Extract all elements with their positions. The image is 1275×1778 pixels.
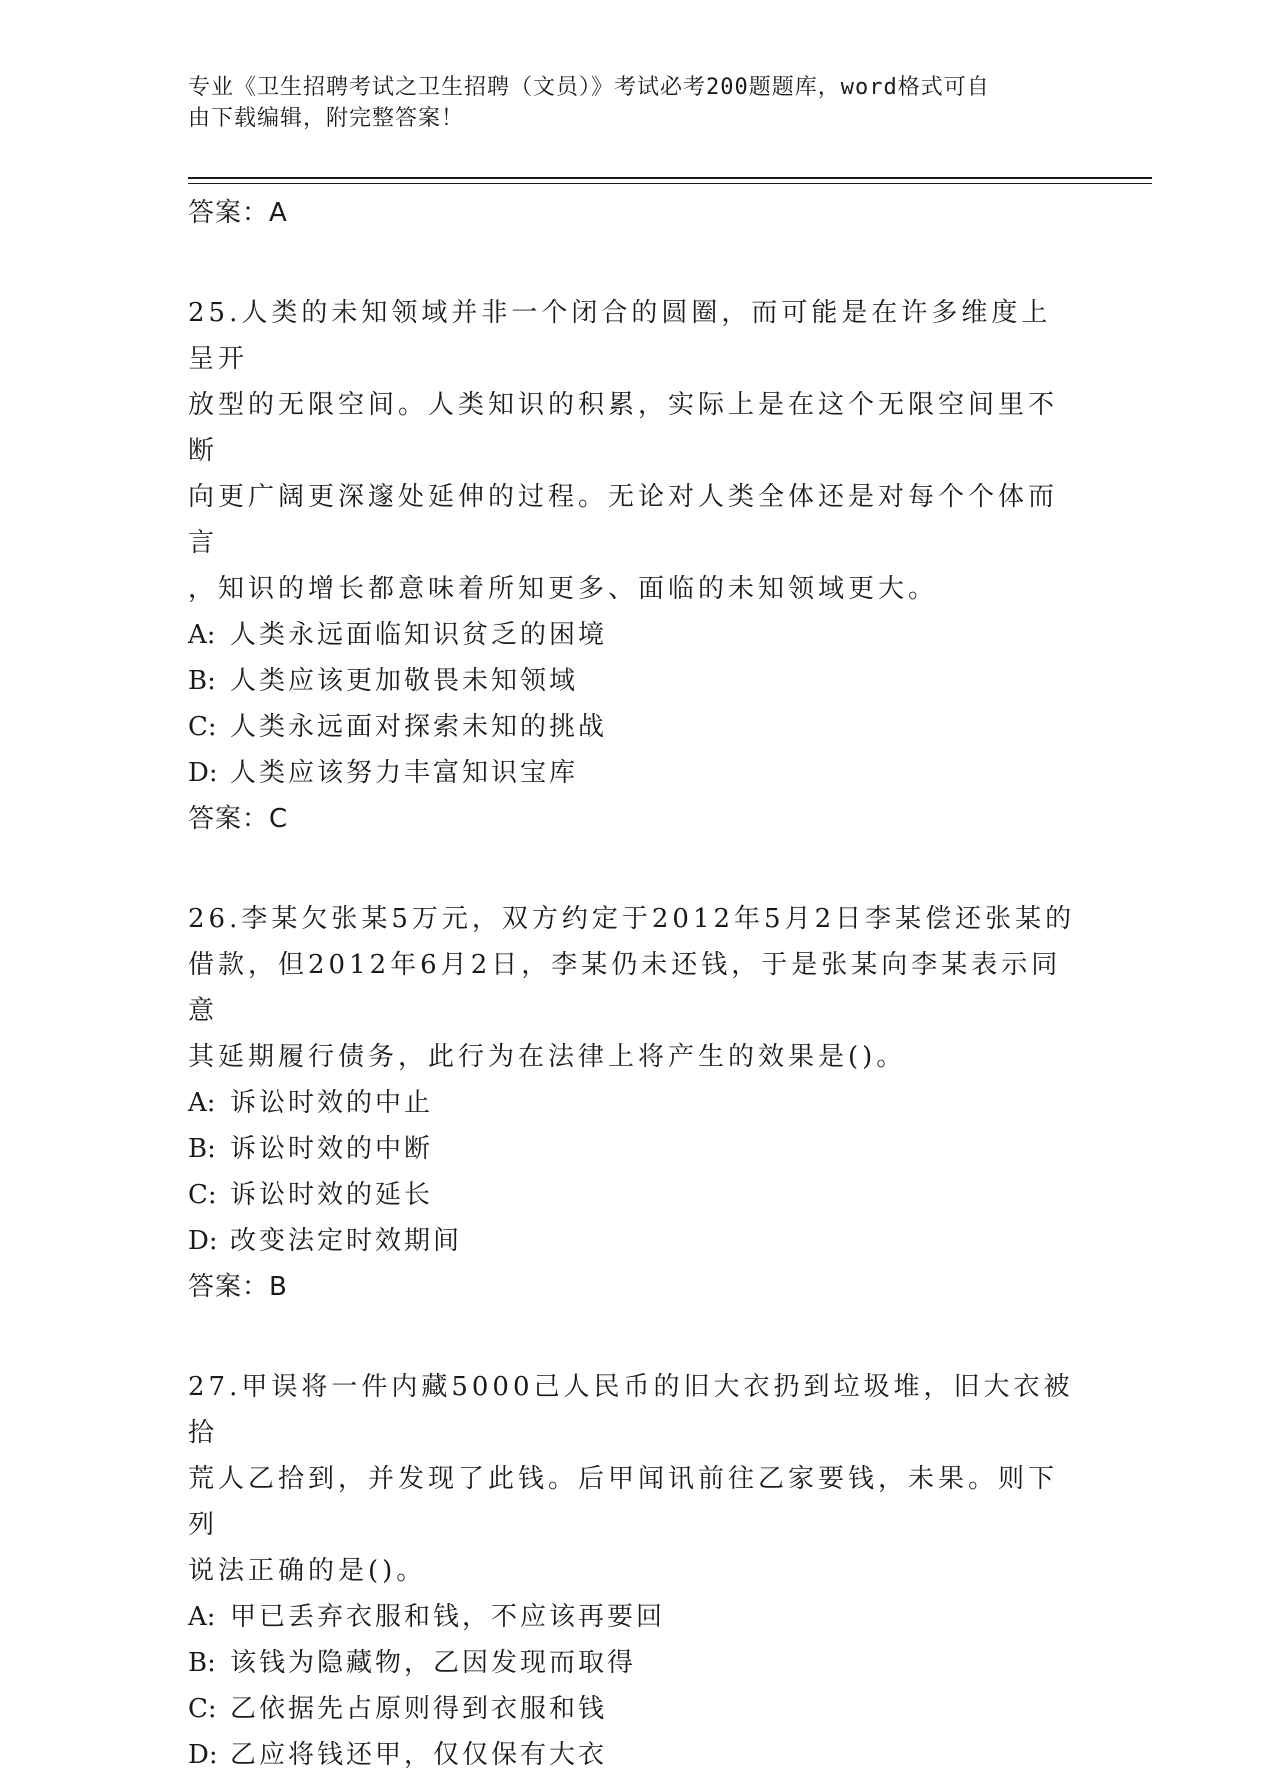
option-letter: D: [188,758,218,788]
option-text: 人类应该努力丰富知识宝库 [230,758,579,788]
question-text-line: ，知识的增长都意味着所知更多、面临的未知领域更大。 [188,574,939,604]
option-letter: B: [188,1134,216,1164]
option-letter: A: [188,620,216,650]
question-26 [188,896,1078,1310]
header-line-1: 专业《卫生招聘考试之卫生招聘（文员）》考试必考200题题库，word格式可自 [188,75,990,100]
question-text-line: 26.李某欠张某5万元，双方约定于2012年5月2日李某偿还张某的 [188,904,1076,934]
option-text: 人类永远面临知识贫乏的困境 [230,620,608,650]
option-c [188,1172,1078,1218]
option-letter: D: [188,1226,218,1256]
option-text: 该钱为隐藏物，乙因发现而取得 [230,1648,637,1678]
option-text: 人类应该更加敬畏未知领域 [230,666,579,696]
document-body [188,190,1078,1778]
option-letter: A: [188,1088,216,1118]
option-b [188,1126,1078,1172]
question-27 [188,1364,1078,1778]
question-text-line: 27.甲误将一件内藏5000己人民币的旧大衣扔到垃圾堆，旧大衣被拾 [188,1372,1074,1448]
option-d [188,1218,1078,1264]
question-text-line: 荒人乙拾到，并发现了此钱。后甲闻讯前往乙家要钱，未果。则下列 [188,1464,1059,1540]
option-a [188,1594,1078,1640]
option-text: 甲已丢弃衣服和钱，不应该再要回 [230,1602,666,1632]
option-c [188,1686,1078,1732]
option-d [188,750,1078,796]
question-text-line: 说法正确的是()。 [188,1556,427,1586]
option-text: 诉讼时效的中止 [230,1088,434,1118]
answer-line: 答案：A [188,198,288,228]
option-a [188,612,1078,658]
option-letter: D: [188,1740,218,1770]
option-letter: C: [188,712,217,742]
option-text: 乙依据先占原则得到衣服和钱 [230,1694,608,1724]
question-text-line: 25.人类的未知领域并非一个闭合的圆圈，而可能是在许多维度上呈开 [188,298,1052,374]
header-rule-thin [188,183,1152,184]
question-text-line: 其延期履行债务，此行为在法律上将产生的效果是()。 [188,1042,907,1072]
option-text: 诉讼时效的中断 [230,1134,434,1164]
header-line-2: 由下载编辑，附完整答案！ [188,106,465,131]
option-letter: C: [188,1180,217,1210]
option-letter: B: [188,1648,216,1678]
option-letter: C: [188,1694,217,1724]
option-text: 改变法定时效期间 [230,1226,463,1256]
document-header [188,72,1068,134]
option-b [188,658,1078,704]
option-a [188,1080,1078,1126]
question-text-line: 放型的无限空间。人类知识的积累，实际上是在这个无限空间里不断 [188,390,1059,466]
option-text: 乙应将钱还甲，仅仅保有大衣 [230,1740,608,1770]
option-c [188,704,1078,750]
option-b [188,1640,1078,1686]
answer-line: 答案：B [188,1272,288,1302]
question-25 [188,290,1078,842]
option-text: 诉讼时效的延长 [230,1180,434,1210]
answer-line: 答案：C [188,804,289,834]
option-text: 人类永远面对探索未知的挑战 [230,712,608,742]
option-letter: B: [188,666,216,696]
option-letter: A: [188,1602,216,1632]
option-d [188,1732,1078,1778]
question-text-line: 向更广阔更深邃处延伸的过程。无论对人类全体还是对每个个体而言 [188,482,1059,558]
header-rule-thick [188,177,1152,179]
question-text-line: 借款，但2012年6月2日，李某仍未还钱，于是张某向李某表示同意 [188,950,1062,1026]
